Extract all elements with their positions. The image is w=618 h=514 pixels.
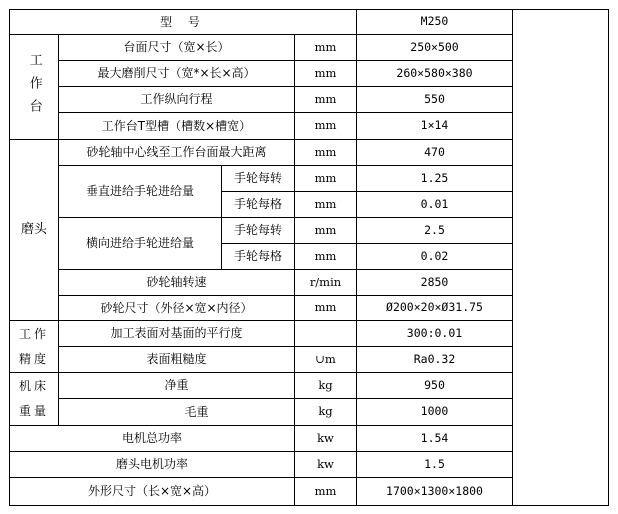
row-label-spindle-dist: 砂轮轴中心线至工作台面最大距离 — [58, 139, 295, 166]
row-value-head-motor: 1.5 — [356, 451, 513, 478]
row-label-t-slot: 工作台T型槽（槽数×槽宽） — [58, 112, 295, 140]
row-unit-spindle-speed: r/min — [294, 269, 357, 296]
row-unit-motor-total: kw — [294, 425, 357, 452]
row-unit-cross-per-rev: mm — [294, 217, 357, 244]
row-unit-vert-per-div: mm — [294, 191, 357, 218]
extra-column — [512, 9, 609, 506]
row-value-max-grind: 260×580×380 — [356, 60, 513, 87]
group-precision: 工作精度 — [9, 320, 59, 373]
row-label-table-size: 台面尺寸（宽×长） — [58, 34, 295, 61]
row-label-max-grind: 最大磨削尺寸（宽*×长×高） — [58, 60, 295, 87]
row-label-vert-feed: 垂直进给手轮进给量 — [58, 165, 222, 218]
row-value-spindle-speed: 2850 — [356, 269, 513, 296]
row-value-net-weight: 950 — [356, 372, 513, 399]
row-unit-spindle-dist: mm — [294, 139, 357, 166]
row-value-long-travel: 550 — [356, 86, 513, 113]
row-value-vert-per-rev: 1.25 — [356, 165, 513, 192]
row-label-motor-total: 电机总功率 — [9, 425, 295, 452]
row-value-table-size: 250×500 — [356, 34, 513, 61]
row-value-cross-per-rev: 2.5 — [356, 217, 513, 244]
row-label-long-travel: 工作纵向行程 — [58, 86, 295, 113]
row-value-wheel-size: Ø200×20×Ø31.75 — [356, 295, 513, 321]
row-unit-roughness: ∪m — [294, 346, 357, 373]
model-value: M250 — [356, 9, 513, 35]
row-sublabel-cross-per-div: 手轮每格 — [221, 243, 295, 270]
group-worktable: 工作台 — [9, 34, 59, 140]
group-machine-weight: 机床重量 — [9, 372, 59, 426]
row-label-wheel-size: 砂轮尺寸（外径×宽×内径） — [58, 295, 295, 321]
row-value-vert-per-div: 0.01 — [356, 191, 513, 218]
row-value-dimensions: 1700×1300×1800 — [356, 477, 513, 506]
group-grinding-head: 磨头 — [9, 139, 59, 321]
row-unit-net-weight: kg — [294, 372, 357, 399]
row-label-gross-weight: 毛重 — [58, 398, 295, 426]
row-unit-dimensions: mm — [294, 477, 357, 506]
row-value-gross-weight: 1000 — [356, 398, 513, 426]
model-label: 型 号 — [9, 9, 357, 35]
row-unit-parallelism — [294, 320, 357, 347]
row-label-spindle-speed: 砂轮轴转速 — [58, 269, 295, 296]
row-unit-table-size: mm — [294, 34, 357, 61]
row-label-net-weight: 净重 — [58, 372, 295, 399]
row-value-cross-per-div: 0.02 — [356, 243, 513, 270]
row-label-dimensions: 外形尺寸（长×宽×高） — [9, 477, 295, 506]
row-label-roughness: 表面粗糙度 — [58, 346, 295, 373]
row-label-cross-feed: 横向进给手轮进给量 — [58, 217, 222, 270]
row-value-spindle-dist: 470 — [356, 139, 513, 166]
row-sublabel-vert-per-rev: 手轮每转 — [221, 165, 295, 192]
row-value-roughness: Ra0.32 — [356, 346, 513, 373]
row-value-motor-total: 1.54 — [356, 425, 513, 452]
row-unit-long-travel: mm — [294, 86, 357, 113]
row-unit-cross-per-div: mm — [294, 243, 357, 270]
row-label-head-motor: 磨头电机功率 — [9, 451, 295, 478]
row-sublabel-cross-per-rev: 手轮每转 — [221, 217, 295, 244]
row-unit-t-slot: mm — [294, 112, 357, 140]
row-unit-max-grind: mm — [294, 60, 357, 87]
row-label-parallelism: 加工表面对基面的平行度 — [58, 320, 295, 347]
row-value-t-slot: 1×14 — [356, 112, 513, 140]
row-unit-vert-per-rev: mm — [294, 165, 357, 192]
row-sublabel-vert-per-div: 手轮每格 — [221, 191, 295, 218]
row-value-parallelism: 300:0.01 — [356, 320, 513, 347]
row-unit-wheel-size: mm — [294, 295, 357, 321]
row-unit-head-motor: kw — [294, 451, 357, 478]
row-unit-gross-weight: kg — [294, 398, 357, 426]
